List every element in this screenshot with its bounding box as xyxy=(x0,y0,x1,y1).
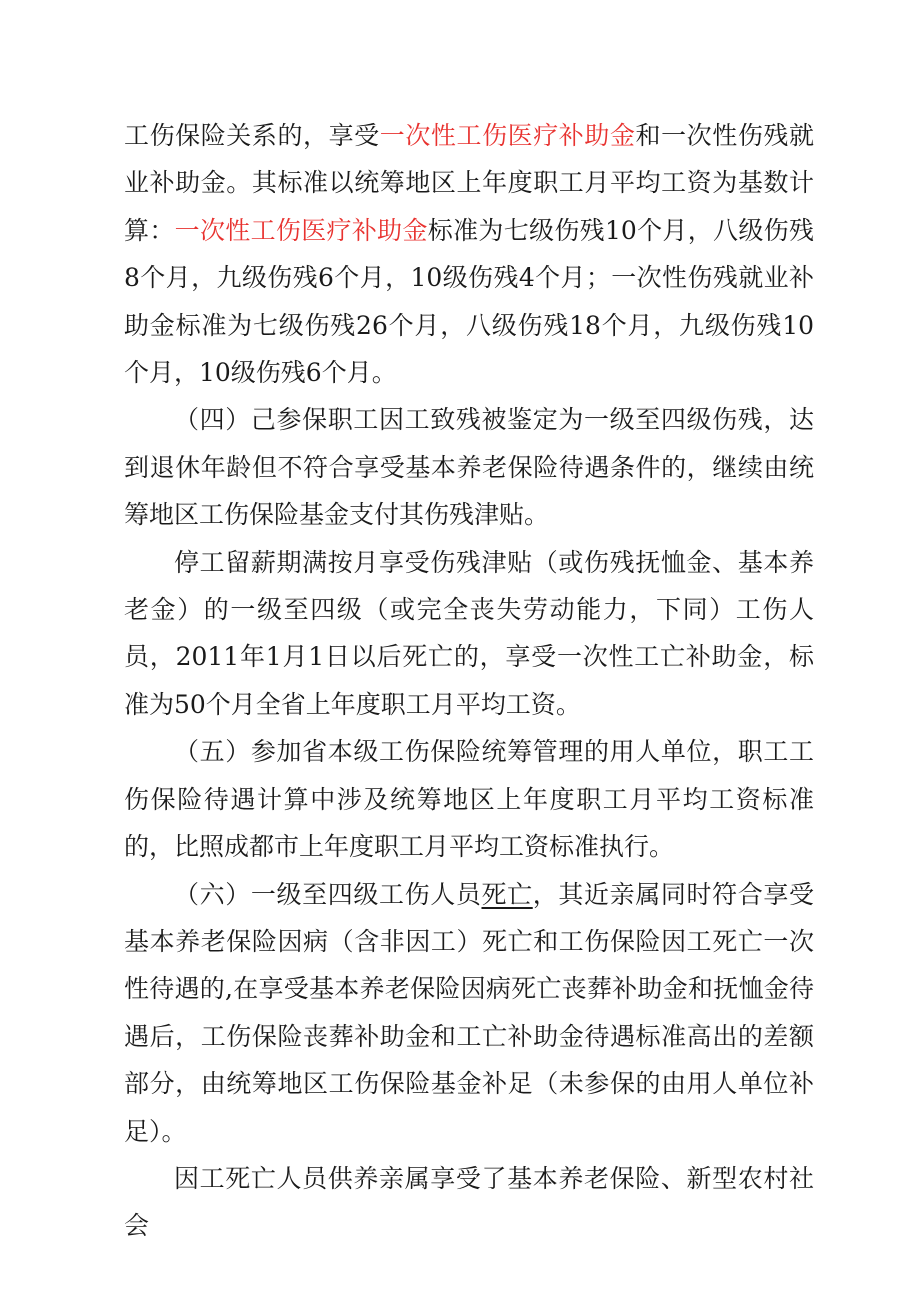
paragraph-item-6 xyxy=(124,871,814,1155)
text-segment: 标准为七级伤残10个月，八级伤残8个月，九级伤残6个月，10级伤残4个月；一次性伤残就业补助金标准为七级伤残26个月，八级伤残18个月，九级伤残10个月，10级伤残6个月。 xyxy=(124,215,814,388)
text-segment: 工伤保险关系的，享受 xyxy=(124,121,380,150)
paragraph-item-4 xyxy=(124,396,814,538)
paragraph-continuation xyxy=(124,112,814,396)
text-segment: 停工留薪期满按月享受伤残津贴（或伤残抚恤金、基本养老金）的一级至四级（或完全丧失劳动能力，下同）工伤人员，2011年1月1日以后死亡的，享受一次性工亡补助金，标准为50个月全省上年度职工月平均工资。 xyxy=(124,547,814,719)
paragraph-item-5 xyxy=(124,728,814,870)
highlighted-term: 一次性工伤医疗补助金 xyxy=(174,215,428,245)
text-segment: 和一次性伤残就业补助金。其标准以统筹地区上年度职工月平均工资为基数计算： xyxy=(124,121,814,245)
highlighted-term: 一次性工伤医疗补助金 xyxy=(379,121,636,150)
text-segment: （五）参加省本级工伤保险统筹管理的用人单位，职工工伤保险待遇计算中涉及统筹地区上年度职工月平均工资标准的，比照成都市上年度职工月平均工资标准执行。 xyxy=(124,737,814,862)
text-segment: ，其近亲属同时符合享受基本养老保险因病（含非因工）死亡和工伤保险因工死亡一次性待遇的,在享受基本养老保险因病死亡丧葬补助金和抚恤金待遇后，工伤保险丧葬补助金和工亡补助金待遇标准高出的差额部分，由统筹地区工伤保险基金补足（未参保的由用人单位补足）。 xyxy=(124,879,814,1146)
paragraph-stop-work-pay xyxy=(124,539,814,729)
text-segment: （四）己参保职工因工致残被鉴定为一级至四级伤残，达到退休年龄但不符合享受基本养老保险待遇条件的，继续由统筹地区工伤保险基金支付其伤残津贴。 xyxy=(124,405,814,530)
underlined-term: 死亡 xyxy=(481,879,533,909)
document-page xyxy=(124,112,814,1250)
text-segment: （六）一级至四级工伤人员 xyxy=(174,879,482,909)
text-segment: 因工死亡人员供养亲属享受了基本养老保险、新型农村社会 xyxy=(124,1163,814,1241)
paragraph-dependents xyxy=(124,1155,814,1250)
